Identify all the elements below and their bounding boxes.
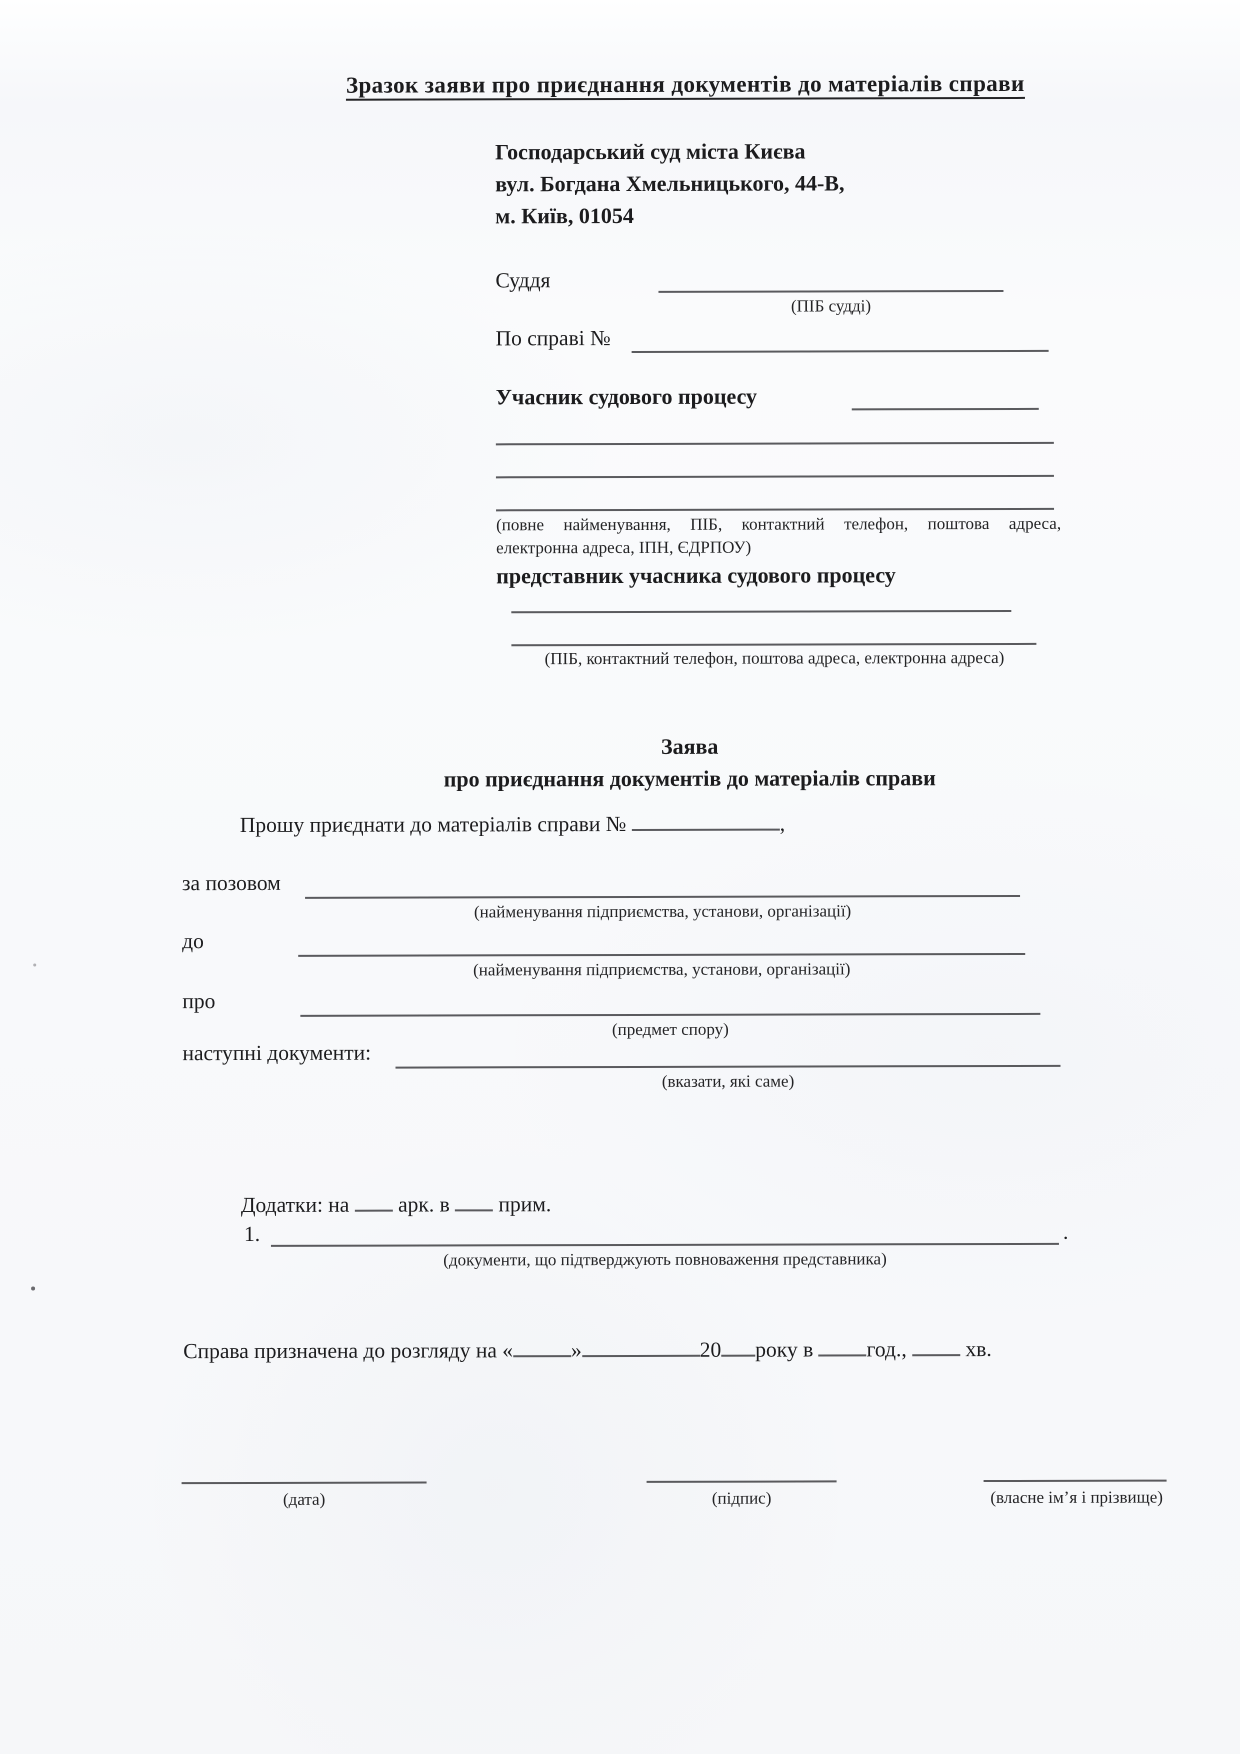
hearing-part6: хв. <box>965 1337 992 1362</box>
hearing-part4: року в <box>755 1337 814 1362</box>
court-city: м. Київ, 01054 <box>495 202 634 229</box>
request-prefix: Прошу приєднати до матеріалів справи № <box>239 811 627 837</box>
subject-fill-line <box>300 1013 1040 1017</box>
judge-caption: (ПІБ судді) <box>790 296 872 316</box>
participant-label: Учасник судового процесу <box>495 383 758 410</box>
hearing-hour-blank <box>819 1340 867 1356</box>
judge-fill-line <box>658 290 1003 293</box>
attachments-caption: (документи, що підтверджують повноваження представника) <box>443 1249 887 1270</box>
request-case-number-blank <box>632 815 780 831</box>
hearing-month-blank <box>582 1341 700 1357</box>
hearing-minute-blank <box>912 1340 960 1356</box>
statement-heading-block <box>390 730 990 796</box>
court-street: вул. Богдана Хмельницького, 44-В, <box>495 170 845 197</box>
attachment-item-number: 1. <box>243 1221 261 1246</box>
signature-sign-line <box>647 1480 837 1482</box>
hearing-part3: 20 <box>699 1337 722 1362</box>
judge-label: Суддя <box>495 268 551 293</box>
claimant-caption: (найменування підприємства, установи, організації) <box>473 901 852 922</box>
hearing-day-blank <box>513 1341 571 1357</box>
attachments-mid: арк. в <box>398 1192 450 1217</box>
signature-name-caption: (власне ім’я і прізвище) <box>990 1487 1163 1508</box>
defendant-caption: (найменування підприємства, установи, організації) <box>473 959 851 980</box>
hearing-part2: » <box>571 1338 582 1363</box>
participant-fill-line-3 <box>496 475 1054 478</box>
participant-fill-line-2 <box>496 442 1054 445</box>
signature-name-line <box>984 1480 1167 1482</box>
signature-date-line <box>182 1482 427 1485</box>
participant-fill-line-1 <box>852 408 1039 410</box>
participant-caption-line1: (повне найменування, ПІБ, контактний телефон, поштова адреса, <box>496 513 1062 535</box>
representative-fill-line-1 <box>511 610 1011 613</box>
hearing-part1: Справа призначена до розгляду на « <box>183 1338 514 1364</box>
request-suffix: , <box>779 811 786 836</box>
signature-date-caption: (дата) <box>282 1489 326 1509</box>
statement-subheading: про приєднання документів до матеріалів справи <box>443 765 936 792</box>
defendant-fill-line <box>298 953 1025 957</box>
case-number-label: По справі № <box>495 326 611 351</box>
document-title-wrap <box>346 71 1025 99</box>
hearing-line <box>183 1335 1143 1366</box>
attachment-item-fill-line <box>271 1243 1059 1247</box>
case-number-fill-line <box>632 350 1049 353</box>
documents-label: наступні документи: <box>182 1040 372 1066</box>
defendant-label: до <box>182 929 204 954</box>
attachments-copies-blank <box>455 1195 493 1211</box>
documents-caption: (вказати, які саме) <box>661 1071 795 1091</box>
court-name: Господарський суд міста Києва <box>495 138 806 165</box>
attachments-suffix: прим. <box>498 1192 552 1217</box>
participant-caption-line2: електронна адреса, ІПН, ЄДРПОУ) <box>496 537 752 558</box>
representative-label: представник учасника судового процесу <box>496 562 896 589</box>
document-title: Зразок заяви про приєднання документів до матеріалів справи <box>346 71 1025 101</box>
court-address-block <box>495 135 1095 233</box>
hearing-part5: год., <box>866 1337 907 1362</box>
attachments-prefix: Додатки: на <box>240 1192 350 1217</box>
subject-caption: (предмет спору) <box>611 1019 729 1040</box>
signature-sign-caption: (підпис) <box>711 1488 772 1508</box>
scan-speck-2 <box>33 964 36 967</box>
attachments-pages-blank <box>355 1196 393 1212</box>
hearing-year-blank <box>721 1341 755 1357</box>
representative-caption: (ПІБ, контактний телефон, поштова адреса, електронна адреса) <box>544 647 1005 669</box>
claimant-label: за позовом <box>181 870 281 896</box>
participant-fill-line-4 <box>496 508 1054 511</box>
claimant-fill-line <box>305 895 1020 899</box>
attachment-item-period: . <box>1062 1219 1069 1244</box>
representative-fill-line-2 <box>511 643 1036 646</box>
statement-heading: Заява <box>660 733 719 759</box>
request-line <box>240 809 1140 839</box>
attachments-line <box>241 1190 551 1219</box>
subject-label: про <box>182 989 216 1014</box>
documents-fill-line <box>395 1065 1060 1069</box>
scan-speck <box>31 1287 35 1291</box>
